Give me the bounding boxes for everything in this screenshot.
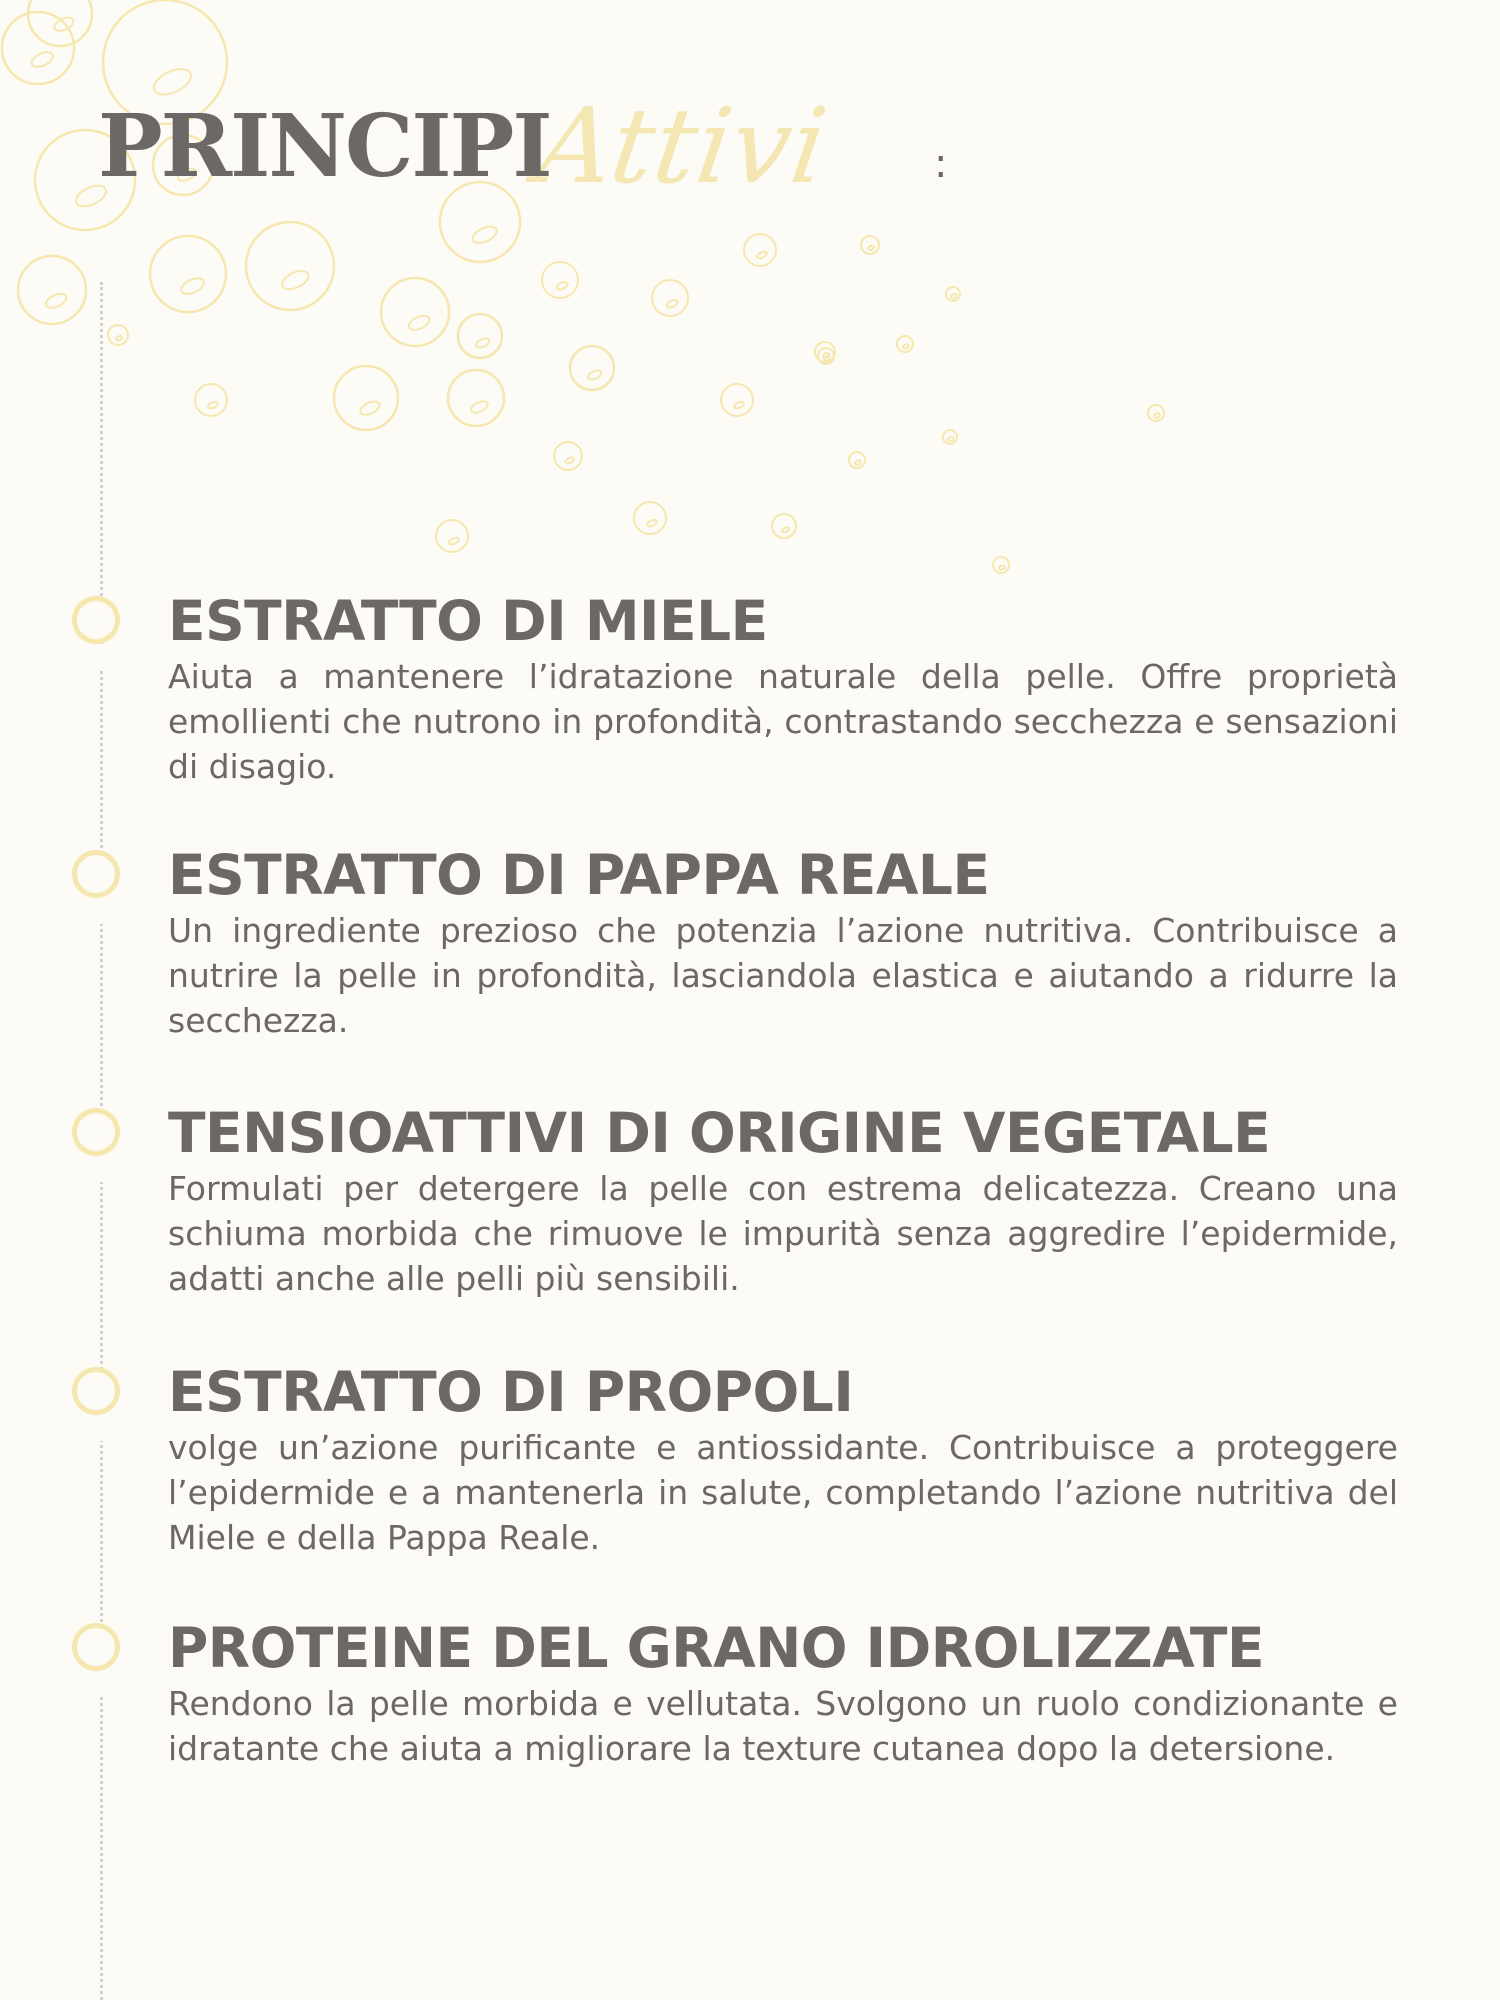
- ingredient-section-propoli: [0, 1360, 1500, 1585]
- bubble-icon: [721, 384, 753, 416]
- ingredient-description: Formulati per detergere la pelle con estrema delicatezza. Creano una schiuma morbida che rimuove le impurità senza aggredire l’epidermide, adatti anche alle pelli più sensibili.: [168, 1169, 1398, 1298]
- bubble-icon: [542, 262, 578, 298]
- ingredient-description: Un ingrediente prezioso che potenzia l’azione nutritiva. Contribuisce a nutrire la pelle in profondità, lasciandola elastica e aiutando a ridurre la secchezza.: [168, 911, 1398, 1040]
- ingredient-section-pappa-reale: [0, 843, 1500, 1068]
- bubble-icon: [381, 278, 449, 346]
- bubble-icon: [18, 256, 86, 324]
- bubble-icon: [570, 346, 614, 390]
- bubble-icon: [1148, 405, 1164, 421]
- ingredient-section-tensioattivi: [0, 1101, 1500, 1326]
- marker-gap: [88, 898, 112, 924]
- circle-marker-icon: [72, 1108, 120, 1156]
- page-title: [98, 85, 998, 210]
- bubble-icon: [946, 287, 960, 301]
- circle-marker-icon: [72, 850, 120, 898]
- circle-marker-icon: [72, 1623, 120, 1671]
- bubble-icon: [849, 452, 865, 468]
- bubble-icon: [554, 442, 582, 470]
- ingredient-description: Aiuta a mantenere l’idratazione naturale della pelle. Offre proprietà emollienti che nutrono in profondità, contrastando secchezza e sensazioni di disagio.: [168, 657, 1398, 786]
- bubble-icon: [993, 557, 1009, 573]
- marker-gap: [88, 1156, 112, 1182]
- bubble-icon: [195, 384, 227, 416]
- ingredient-description: volge un’azione purificante e antiossidante. Contribuisce a proteggere l’epidermide e a mantenerla in salute, completando l’azione nutritiva del Miele e della Pappa Reale.: [168, 1428, 1398, 1557]
- bubble-icon: [818, 348, 834, 364]
- bubble-icon: [28, 0, 92, 46]
- ingredient-section-miele: [0, 589, 1500, 814]
- marker-gap: [88, 1415, 112, 1441]
- circle-marker-icon: [72, 1367, 120, 1415]
- bubble-icon: [861, 236, 879, 254]
- bubble-icon: [458, 314, 502, 358]
- bubble-icon: [943, 430, 957, 444]
- page-title-script: Attivi: [529, 85, 835, 207]
- bubble-icon: [744, 234, 776, 266]
- bubble-icon: [334, 366, 398, 430]
- page-title-main: PRINCIPI: [98, 96, 551, 197]
- bubble-icon: [772, 514, 796, 538]
- bubble-icon: [2, 12, 74, 84]
- ingredient-title: PROTEINE DEL GRANO IDROLIZZATE: [168, 1616, 1265, 1680]
- ingredient-title: ESTRATTO DI PROPOLI: [168, 1360, 854, 1424]
- ingredient-title: ESTRATTO DI PAPPA REALE: [168, 843, 990, 907]
- bubble-icon: [897, 336, 913, 352]
- bubble-icon: [150, 236, 226, 312]
- bubble-icon: [246, 222, 334, 310]
- bubble-icon: [634, 502, 666, 534]
- page-title-colon: :: [934, 141, 948, 187]
- bubble-icon: [448, 370, 504, 426]
- ingredient-section-proteine-grano: [0, 1616, 1500, 1841]
- bubble-icon: [436, 520, 468, 552]
- bubble-icon: [108, 325, 128, 345]
- marker-gap: [88, 1671, 112, 1697]
- bubble-icon: [652, 280, 688, 316]
- ingredient-description: Rendono la pelle morbida e vellutata. Svolgono un ruolo condizionante e idratante che aiuta a migliorare la texture cutanea dopo la detersione.: [168, 1684, 1398, 1768]
- circle-marker-icon: [72, 596, 120, 644]
- ingredient-title: TENSIOATTIVI DI ORIGINE VEGETALE: [168, 1101, 1271, 1165]
- ingredient-title: ESTRATTO DI MIELE: [168, 589, 768, 653]
- marker-gap: [88, 644, 112, 670]
